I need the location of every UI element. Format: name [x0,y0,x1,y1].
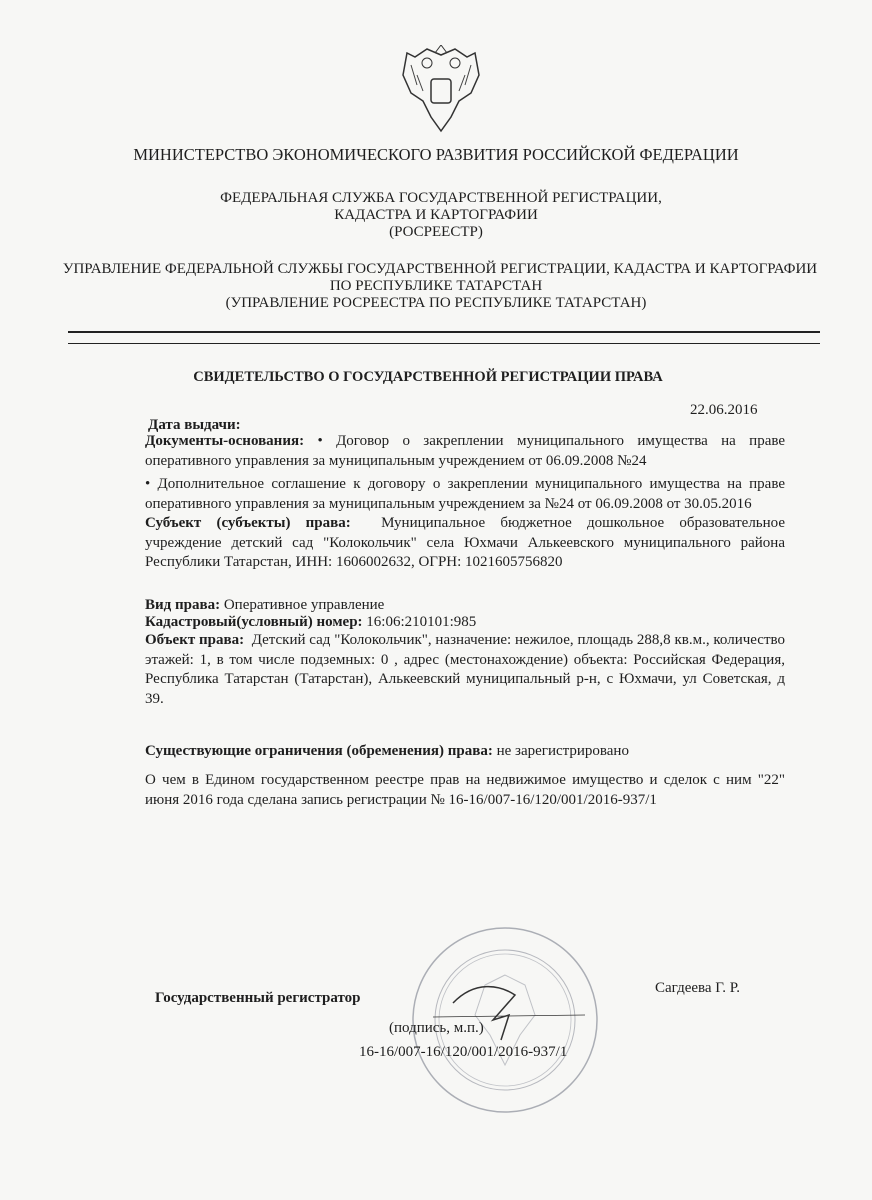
document-item-2: • Дополнительное соглашение к договору о закреплении муниципального имущества на праве оперативного управления за муниципальным учреждением за №24 от 06.09.2008 от 30.05.2016 [145,476,785,512]
header-divider-top [68,331,820,333]
service-name-line3: (РОСРЕЕСТР) [389,224,483,240]
office-name-line1: УПРАВЛЕНИЕ ФЕДЕРАЛЬНОЙ СЛУЖБЫ ГОСУДАРСТВЕННОЙ РЕГИСТРАЦИИ, КАДАСТРА И КАРТОГРАФИИ [62,261,818,277]
service-name-line1: ФЕДЕРАЛЬНАЯ СЛУЖБА ГОСУДАРСТВЕННОЙ РЕГИСТРАЦИИ, [220,190,662,206]
restrictions-value: не зарегистрировано [496,743,629,759]
object-block [145,631,785,709]
ministry-name: МИНИСТЕРСТВО ЭКОНОМИЧЕСКОГО РАЗВИТИЯ РОССИЙСКОЙ ФЕДЕРАЦИИ [133,145,739,164]
subject-block [145,514,785,573]
header-divider-bottom [68,343,820,344]
cadastral-label: Кадастровый(условный) номер: [145,614,363,630]
service-name-line2: КАДАСТРА И КАРТОГРАФИИ [334,207,538,223]
documents-basis [145,432,785,471]
restrictions [145,742,785,762]
issue-date-value: 22.06.2016 [690,402,758,418]
cadastral-number [145,613,785,633]
object-value: Детский сад "Колокольчик", назначение: нежилое, площадь 288,8 кв.м., количество этажей: 1, в том числе подземных: 0 , адрес (местонахождение) объекта: Российская Федерация, Республика Татарстан (Татарстан), Алькеевский муниципальный р-н, с Юхмачи, ул Советская, д 39. [145,632,785,707]
issue-date-label: Дата выдачи: [148,417,241,433]
office-name-line2: ПО РЕСПУБЛИКЕ ТАТАРСТАН [329,278,543,294]
document-title: СВИДЕТЕЛЬСТВО О ГОСУДАРСТВЕННОЙ РЕГИСТРАЦИИ ПРАВА [193,369,663,385]
object-label: Объект права: [145,632,245,648]
registrar-name: Сагдеева Г. Р. [655,980,741,996]
document-item-1: • Договор о закреплении муниципального имущества на праве оперативного управления за муниципальным учреждением от 06.09.2008 №24 [145,433,786,469]
documents-label: Документы-основания: [145,433,305,449]
subject-value: Муниципальное бюджетное дошкольное образовательное учреждение детский сад "Колокольчик" села Юхмачи Алькеевского муниципального района Республики Татарстан, ИНН: 1606002632, ОГРН: 1021605756820 [145,515,786,570]
registrar-role: Государственный регистратор [155,990,361,1006]
right-type-label: Вид права: [145,597,221,613]
registration-number: 16-16/007-16/120/001/2016-937/1 [359,1044,568,1060]
right-type-value: Оперативное управление [223,597,385,613]
restrictions-label: Существующие ограничения (обременения) права: [145,743,493,759]
office-name-line3: (УПРАВЛЕНИЕ РОСРЕЕСТРА ПО РЕСПУБЛИКЕ ТАТАРСТАН) [225,295,647,311]
signature-caption: (подпись, м.п.) [389,1020,484,1036]
cadastral-value: 16:06:210101:985 [366,614,477,630]
registration-record: О чем в Едином государственном реестре прав на недвижимое имущество и сделок с ним "22" июня 2016 года сделана запись регистрации № 16-16/007-16/120/001/2016-937/1 [145,772,785,808]
coat-of-arms-emblem [397,45,485,135]
subject-label: Субъект (субъекты) права: [145,515,351,531]
